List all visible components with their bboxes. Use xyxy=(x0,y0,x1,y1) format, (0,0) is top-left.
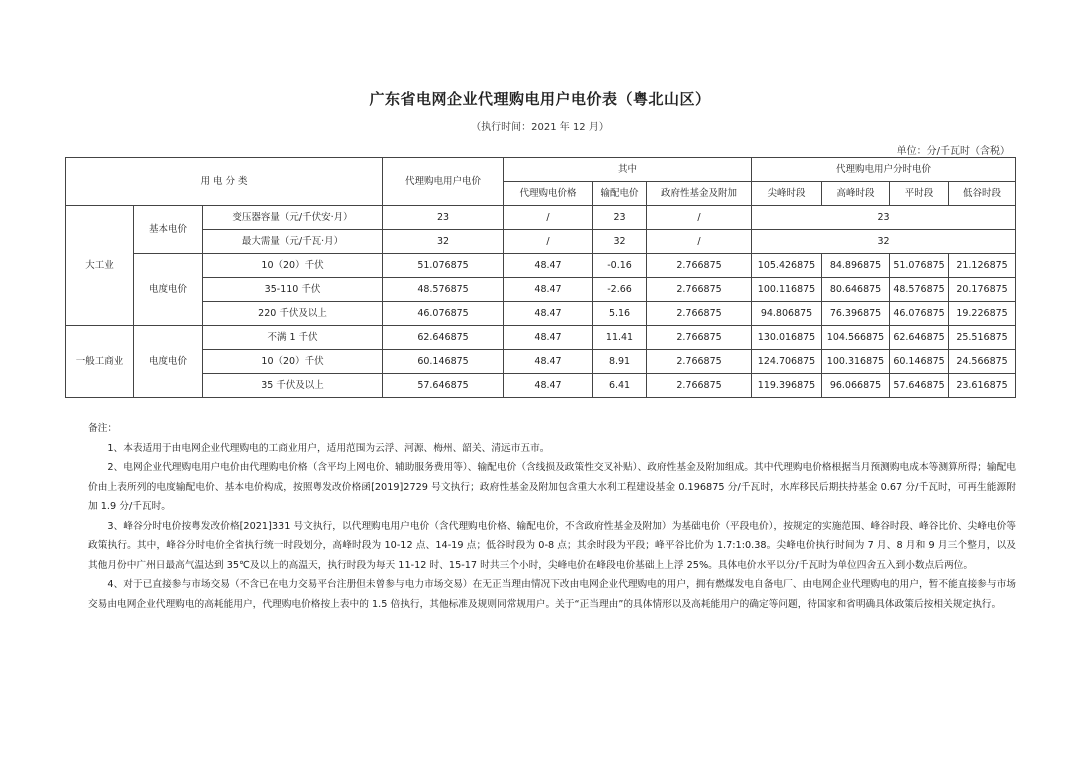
row-label: 35 千伏及以上 xyxy=(203,374,383,398)
cell-fund: / xyxy=(647,230,752,254)
cell-valley: 21.126875 xyxy=(949,254,1016,278)
cell-fund: 2.766875 xyxy=(647,326,752,350)
cell-peak: 96.066875 xyxy=(822,374,890,398)
cell-total: 51.076875 xyxy=(383,254,504,278)
header-agent-purchase: 代理购电价格 xyxy=(504,182,593,206)
cell-trans: -2.66 xyxy=(593,278,647,302)
notes-label: 备注： xyxy=(88,423,118,434)
cell-trans: -0.16 xyxy=(593,254,647,278)
header-flat: 平时段 xyxy=(890,182,949,206)
cell-valley: 23.616875 xyxy=(949,374,1016,398)
cell-sharp: 94.806875 xyxy=(752,302,822,326)
cell-trans: 6.41 xyxy=(593,374,647,398)
cell-purchase: 48.47 xyxy=(504,326,593,350)
cell-sharp: 124.706875 xyxy=(752,350,822,374)
group-general: 一般工商业 xyxy=(66,326,134,398)
header-row-1 xyxy=(66,158,1016,182)
subgroup-general-energy: 电度电价 xyxy=(134,326,203,398)
subgroup-basic-price: 基本电价 xyxy=(134,206,203,254)
group-large-industry: 大工业 xyxy=(66,206,134,326)
cell-purchase: 48.47 xyxy=(504,278,593,302)
cell-peak: 80.646875 xyxy=(822,278,890,302)
cell-fund: 2.766875 xyxy=(647,254,752,278)
cell-purchase: 48.47 xyxy=(504,374,593,398)
table-row xyxy=(66,326,1016,350)
cell-purchase: / xyxy=(504,206,593,230)
cell-total: 32 xyxy=(383,230,504,254)
cell-trans: 8.91 xyxy=(593,350,647,374)
cell-flat: 60.146875 xyxy=(890,350,949,374)
row-label: 220 千伏及以上 xyxy=(203,302,383,326)
cell-purchase: 48.47 xyxy=(504,254,593,278)
note-4: 4、对于已直接参与市场交易（不含已在电力交易平台注册但未曾参与电力市场交易）在无正当理由情况下改由电网企业代理购电的用户，拥有燃煤发电自备电厂、由电网企业代理购电的用户，暂不能直接参与市场交易由电网企业代理购电的高耗能用户，代理购电价格按上表中的 1.5 倍执行，其他标准及规则同常规用户。关于“正当理由”的具体情形以及高耗能用户的确定等问题，待国家和省明确具体政策后按相关规定执行。 xyxy=(88,579,1016,610)
cell-fund: 2.766875 xyxy=(647,302,752,326)
page-title: 广东省电网企业代理购电用户电价表（粤北山区） xyxy=(369,90,711,108)
header-of-which: 其中 xyxy=(504,158,752,182)
cell-total: 48.576875 xyxy=(383,278,504,302)
cell-peak: 104.566875 xyxy=(822,326,890,350)
cell-flat: 57.646875 xyxy=(890,374,949,398)
price-table xyxy=(65,157,1016,398)
note-3: 3、峰谷分时电价按粤发改价格[2021]331 号文执行，以代理购电用户电价（含代理购电价格、输配电价，不含政府性基金及附加）为基础电价（平段电价），按规定的实施范围、峰谷时段、峰谷比价、尖峰电价等政策执行。其中，峰谷分时电价全省执行统一时段划分，高峰时段为 10-12 点、14-19 点；低谷时段为 0-8 点；其余时段为平段；峰平谷比价为 1.7:1:0.38。尖峰电价执行时间为 7 月、8 月和 9 月三个整月，以及其他月份中广州日最高气温达到 35℃及以上的高温天，执行时段为每天 11-12 时、15-17 时共三个小时，尖峰电价在峰段电价基础上上浮 25%。具体电价水平以分/千瓦时为单位四舍五入到小数点后两位。 xyxy=(88,520,1016,571)
row-label: 变压器容量（元/千伏安·月） xyxy=(203,206,383,230)
cell-peak: 76.396875 xyxy=(822,302,890,326)
cell-flat: 51.076875 xyxy=(890,254,949,278)
cell-total: 23 xyxy=(383,206,504,230)
table-row xyxy=(66,350,1016,374)
cell-valley: 24.566875 xyxy=(949,350,1016,374)
header-sharp: 尖峰时段 xyxy=(752,182,822,206)
header-tou: 代理购电用户分时电价 xyxy=(752,158,1016,182)
subgroup-energy-price: 电度电价 xyxy=(134,254,203,326)
table-row xyxy=(66,302,1016,326)
cell-flat: 48.576875 xyxy=(890,278,949,302)
row-label: 最大需量（元/千瓦·月） xyxy=(203,230,383,254)
cell-trans: 5.16 xyxy=(593,302,647,326)
cell-sharp: 105.426875 xyxy=(752,254,822,278)
cell-flat: 62.646875 xyxy=(890,326,949,350)
cell-total: 60.146875 xyxy=(383,350,504,374)
effective-date: （执行时间：2021 年 12 月） xyxy=(471,122,609,133)
table-row xyxy=(66,230,1016,254)
cell-purchase: 48.47 xyxy=(504,350,593,374)
cell-fund: / xyxy=(647,206,752,230)
cell-total: 46.076875 xyxy=(383,302,504,326)
header-peak: 高峰时段 xyxy=(822,182,890,206)
header-gov-fund: 政府性基金及附加 xyxy=(647,182,752,206)
header-transmission: 输配电价 xyxy=(593,182,647,206)
cell-purchase: / xyxy=(504,230,593,254)
cell-fund: 2.766875 xyxy=(647,374,752,398)
row-label: 10（20）千伏 xyxy=(203,350,383,374)
cell-valley: 25.516875 xyxy=(949,326,1016,350)
table-row xyxy=(66,206,1016,230)
cell-total: 57.646875 xyxy=(383,374,504,398)
table-row xyxy=(66,278,1016,302)
cell-trans: 11.41 xyxy=(593,326,647,350)
cell-trans: 23 xyxy=(593,206,647,230)
table-row xyxy=(66,254,1016,278)
unit-label: 单位：分/千瓦时（含税） xyxy=(896,146,1010,157)
cell-fund: 2.766875 xyxy=(647,278,752,302)
header-agent-price: 代理购电用户电价 xyxy=(383,158,504,206)
cell-total: 62.646875 xyxy=(383,326,504,350)
cell-flat: 46.076875 xyxy=(890,302,949,326)
note-2: 2、电网企业代理购电用户电价由代理购电价格（含平均上网电价、辅助服务费用等）、输配电价（含线损及政策性交叉补贴）、政府性基金及附加组成。其中代理购电价格根据当月预测购电成本等测算所得；输配电价由上表所列的电度输配电价、基本电价构成，按照粤发改价格函[2019]2729 号文执行；政府性基金及附加包含重大水利工程建设基金 0.196875 分/千瓦时，水库移民后期扶持基金 0.67 分/千瓦时，可再生能源附加 1.9 分/千瓦时。 xyxy=(88,462,1016,512)
cell-sharp: 119.396875 xyxy=(752,374,822,398)
header-valley: 低谷时段 xyxy=(949,182,1016,206)
notes-section xyxy=(88,419,1016,614)
table-row xyxy=(66,374,1016,398)
row-label: 10（20）千伏 xyxy=(203,254,383,278)
cell-sharp: 130.016875 xyxy=(752,326,822,350)
cell-peak: 100.316875 xyxy=(822,350,890,374)
header-category: 用 电 分 类 xyxy=(66,158,383,206)
cell-fund: 2.766875 xyxy=(647,350,752,374)
cell-valley: 20.176875 xyxy=(949,278,1016,302)
row-label: 不满 1 千伏 xyxy=(203,326,383,350)
note-1: 1、本表适用于由电网企业代理购电的工商业用户，适用范围为云浮、河源、梅州、韶关、清远市五市。 xyxy=(107,442,550,454)
cell-purchase: 48.47 xyxy=(504,302,593,326)
cell-trans: 32 xyxy=(593,230,647,254)
cell-tou: 23 xyxy=(752,206,1016,230)
cell-peak: 84.896875 xyxy=(822,254,890,278)
cell-sharp: 100.116875 xyxy=(752,278,822,302)
cell-tou: 32 xyxy=(752,230,1016,254)
cell-valley: 19.226875 xyxy=(949,302,1016,326)
row-label: 35-110 千伏 xyxy=(203,278,383,302)
